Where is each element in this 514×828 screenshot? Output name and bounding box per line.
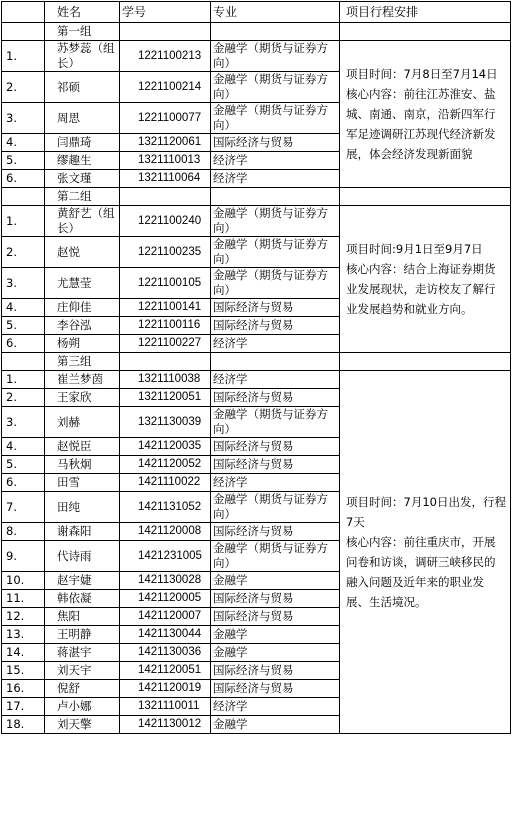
member-name: 谢森阳 — [45, 523, 120, 541]
member-student-id: 1221100213 — [120, 41, 211, 72]
member-major: 经济学 — [211, 474, 340, 492]
member-name: 周思 — [45, 103, 120, 134]
member-index: 9. — [2, 541, 45, 572]
group-id-cell — [120, 23, 211, 41]
member-index: 3. — [2, 268, 45, 299]
member-major: 国际经济与贸易 — [211, 680, 340, 698]
member-name: 闫鼎琦 — [45, 134, 120, 152]
member-student-id: 1421120005 — [120, 590, 211, 608]
member-index: 1. — [2, 41, 45, 72]
member-index: 3. — [2, 407, 45, 438]
member-index: 1. — [2, 206, 45, 237]
member-index: 2. — [2, 237, 45, 268]
member-index: 6. — [2, 335, 45, 353]
member-index: 16. — [2, 680, 45, 698]
member-index: 5. — [2, 456, 45, 474]
member-name: 王明静 — [45, 626, 120, 644]
member-major: 金融学 — [211, 716, 340, 734]
member-index: 3. — [2, 103, 45, 134]
member-name: 赵悦臣 — [45, 438, 120, 456]
header-id: 学号 — [120, 2, 211, 23]
member-major: 金融学（期货与证券方向） — [211, 492, 340, 523]
member-major: 经济学 — [211, 698, 340, 716]
member-name: 张文瑾 — [45, 170, 120, 188]
member-index: 4. — [2, 134, 45, 152]
group-plan-cell — [340, 353, 511, 371]
member-major: 国际经济与贸易 — [211, 389, 340, 407]
member-name: 杨朔 — [45, 335, 120, 353]
group-index-cell — [2, 23, 45, 41]
member-name: 尤慧莹 — [45, 268, 120, 299]
member-student-id: 1421120035 — [120, 438, 211, 456]
member-student-id: 1421130028 — [120, 572, 211, 590]
member-major: 国际经济与贸易 — [211, 590, 340, 608]
member-major: 金融学（期货与证券方向） — [211, 237, 340, 268]
member-index: 14. — [2, 644, 45, 662]
member-name: 刘天宇 — [45, 662, 120, 680]
member-student-id: 1221100077 — [120, 103, 211, 134]
member-major: 国际经济与贸易 — [211, 662, 340, 680]
member-index: 2. — [2, 389, 45, 407]
table-row — [2, 41, 511, 72]
member-student-id: 1221100235 — [120, 237, 211, 268]
group-index-cell — [2, 353, 45, 371]
group-plan-cell — [340, 188, 511, 206]
member-student-id: 1221100227 — [120, 335, 211, 353]
member-major: 金融学（期货与证券方向） — [211, 206, 340, 237]
member-major: 国际经济与贸易 — [211, 456, 340, 474]
member-name: 田纯 — [45, 492, 120, 523]
member-student-id: 1421120019 — [120, 680, 211, 698]
member-name: 缪趣生 — [45, 152, 120, 170]
group-header-row — [2, 353, 511, 371]
member-major: 金融学（期货与证券方向） — [211, 268, 340, 299]
group-major-cell — [211, 188, 340, 206]
member-student-id: 1421120007 — [120, 608, 211, 626]
group-plan: 项目时间：7月8日至7月14日 核心内容：前往江苏淮安、盐城、南通、南京，沿新四军行军足迹调研江苏现代经济新发展，体会经济发现新面貌 — [340, 41, 511, 188]
member-index: 6. — [2, 170, 45, 188]
group-index-cell — [2, 188, 45, 206]
member-student-id: 1221100141 — [120, 299, 211, 317]
member-student-id: 1221100116 — [120, 317, 211, 335]
member-student-id: 1421110022 — [120, 474, 211, 492]
member-major: 国际经济与贸易 — [211, 438, 340, 456]
member-index: 15. — [2, 662, 45, 680]
member-name: 代诗雨 — [45, 541, 120, 572]
group-plan: 项目时间:9月1日至9月7日 核心内容：结合上海证券期货业发展现状，走访校友了解行业发展趋势和就业方向。 — [340, 206, 511, 353]
member-student-id: 1221100240 — [120, 206, 211, 237]
header-name: 姓名 — [45, 2, 120, 23]
member-student-id: 1421131052 — [120, 492, 211, 523]
member-name: 赵宇婕 — [45, 572, 120, 590]
group-id-cell — [120, 353, 211, 371]
member-name: 李谷泓 — [45, 317, 120, 335]
member-name: 黄舒艺（组长） — [45, 206, 120, 237]
member-name: 苏梦蕊（组长） — [45, 41, 120, 72]
header-plan: 项目行程安排 — [340, 2, 511, 23]
member-major: 金融学 — [211, 572, 340, 590]
member-name: 焦阳 — [45, 608, 120, 626]
group-label: 第一组 — [45, 23, 120, 41]
member-name: 田雪 — [45, 474, 120, 492]
member-major: 经济学 — [211, 170, 340, 188]
member-index: 5. — [2, 317, 45, 335]
member-major: 经济学 — [211, 152, 340, 170]
member-index: 11. — [2, 590, 45, 608]
table-row — [2, 206, 511, 237]
member-major: 经济学 — [211, 335, 340, 353]
member-major: 金融学（期货与证券方向） — [211, 103, 340, 134]
member-student-id: 1421120051 — [120, 662, 211, 680]
member-index: 8. — [2, 523, 45, 541]
member-index: 4. — [2, 438, 45, 456]
group-label: 第三组 — [45, 353, 120, 371]
member-name: 祁硕 — [45, 72, 120, 103]
member-index: 13. — [2, 626, 45, 644]
table-row — [2, 371, 511, 389]
group-header-row — [2, 23, 511, 41]
member-name: 赵悦 — [45, 237, 120, 268]
header-index-cell — [2, 2, 45, 23]
member-student-id: 1221100105 — [120, 268, 211, 299]
member-major: 金融学（期货与证券方向） — [211, 41, 340, 72]
member-student-id: 1321130039 — [120, 407, 211, 438]
member-name: 刘赫 — [45, 407, 120, 438]
group-major-cell — [211, 23, 340, 41]
header-row — [2, 2, 511, 23]
member-index: 1. — [2, 371, 45, 389]
member-name: 韩依凝 — [45, 590, 120, 608]
member-student-id: 1321120061 — [120, 134, 211, 152]
member-student-id: 1421120052 — [120, 456, 211, 474]
member-student-id: 1321110013 — [120, 152, 211, 170]
member-name: 崔兰梦茵 — [45, 371, 120, 389]
group-id-cell — [120, 188, 211, 206]
member-index: 12. — [2, 608, 45, 626]
member-major: 国际经济与贸易 — [211, 523, 340, 541]
member-major: 国际经济与贸易 — [211, 134, 340, 152]
group-label: 第二组 — [45, 188, 120, 206]
member-index: 6. — [2, 474, 45, 492]
member-student-id: 1321120051 — [120, 389, 211, 407]
group-plan-cell — [340, 23, 511, 41]
group-plan: 项目时间：7月10日出发，行程7天 核心内容：前往重庆市，开展问卷和访谈，调研三峡移民的融入问题及近年来的职业发展、生活境况。 — [340, 371, 511, 734]
group-major-cell — [211, 353, 340, 371]
member-student-id: 1221100214 — [120, 72, 211, 103]
member-major: 金融学（期货与证券方向） — [211, 72, 340, 103]
member-schedule-table — [1, 1, 511, 734]
member-name: 庄仰佳 — [45, 299, 120, 317]
member-student-id: 1421120008 — [120, 523, 211, 541]
member-index: 2. — [2, 72, 45, 103]
member-index: 7. — [2, 492, 45, 523]
member-index: 17. — [2, 698, 45, 716]
member-name: 卢小娜 — [45, 698, 120, 716]
member-index: 18. — [2, 716, 45, 734]
member-student-id: 1421130036 — [120, 644, 211, 662]
member-major: 国际经济与贸易 — [211, 299, 340, 317]
member-student-id: 1321110064 — [120, 170, 211, 188]
member-index: 5. — [2, 152, 45, 170]
member-student-id: 1321110011 — [120, 698, 211, 716]
member-major: 金融学 — [211, 644, 340, 662]
member-major: 国际经济与贸易 — [211, 608, 340, 626]
member-name: 刘天擎 — [45, 716, 120, 734]
member-student-id: 1421130012 — [120, 716, 211, 734]
member-major: 金融学（期货与证券方向） — [211, 541, 340, 572]
member-name: 蒋湛宇 — [45, 644, 120, 662]
member-student-id: 1321110038 — [120, 371, 211, 389]
header-major: 专业 — [211, 2, 340, 23]
member-major: 国际经济与贸易 — [211, 317, 340, 335]
member-name: 倪舒 — [45, 680, 120, 698]
member-major: 经济学 — [211, 371, 340, 389]
member-student-id: 1421130044 — [120, 626, 211, 644]
member-name: 马秋炯 — [45, 456, 120, 474]
member-major: 金融学 — [211, 626, 340, 644]
member-index: 4. — [2, 299, 45, 317]
member-student-id: 1421231005 — [120, 541, 211, 572]
member-index: 10. — [2, 572, 45, 590]
group-header-row — [2, 188, 511, 206]
member-major: 金融学（期货与证券方向） — [211, 407, 340, 438]
member-name: 王家欣 — [45, 389, 120, 407]
